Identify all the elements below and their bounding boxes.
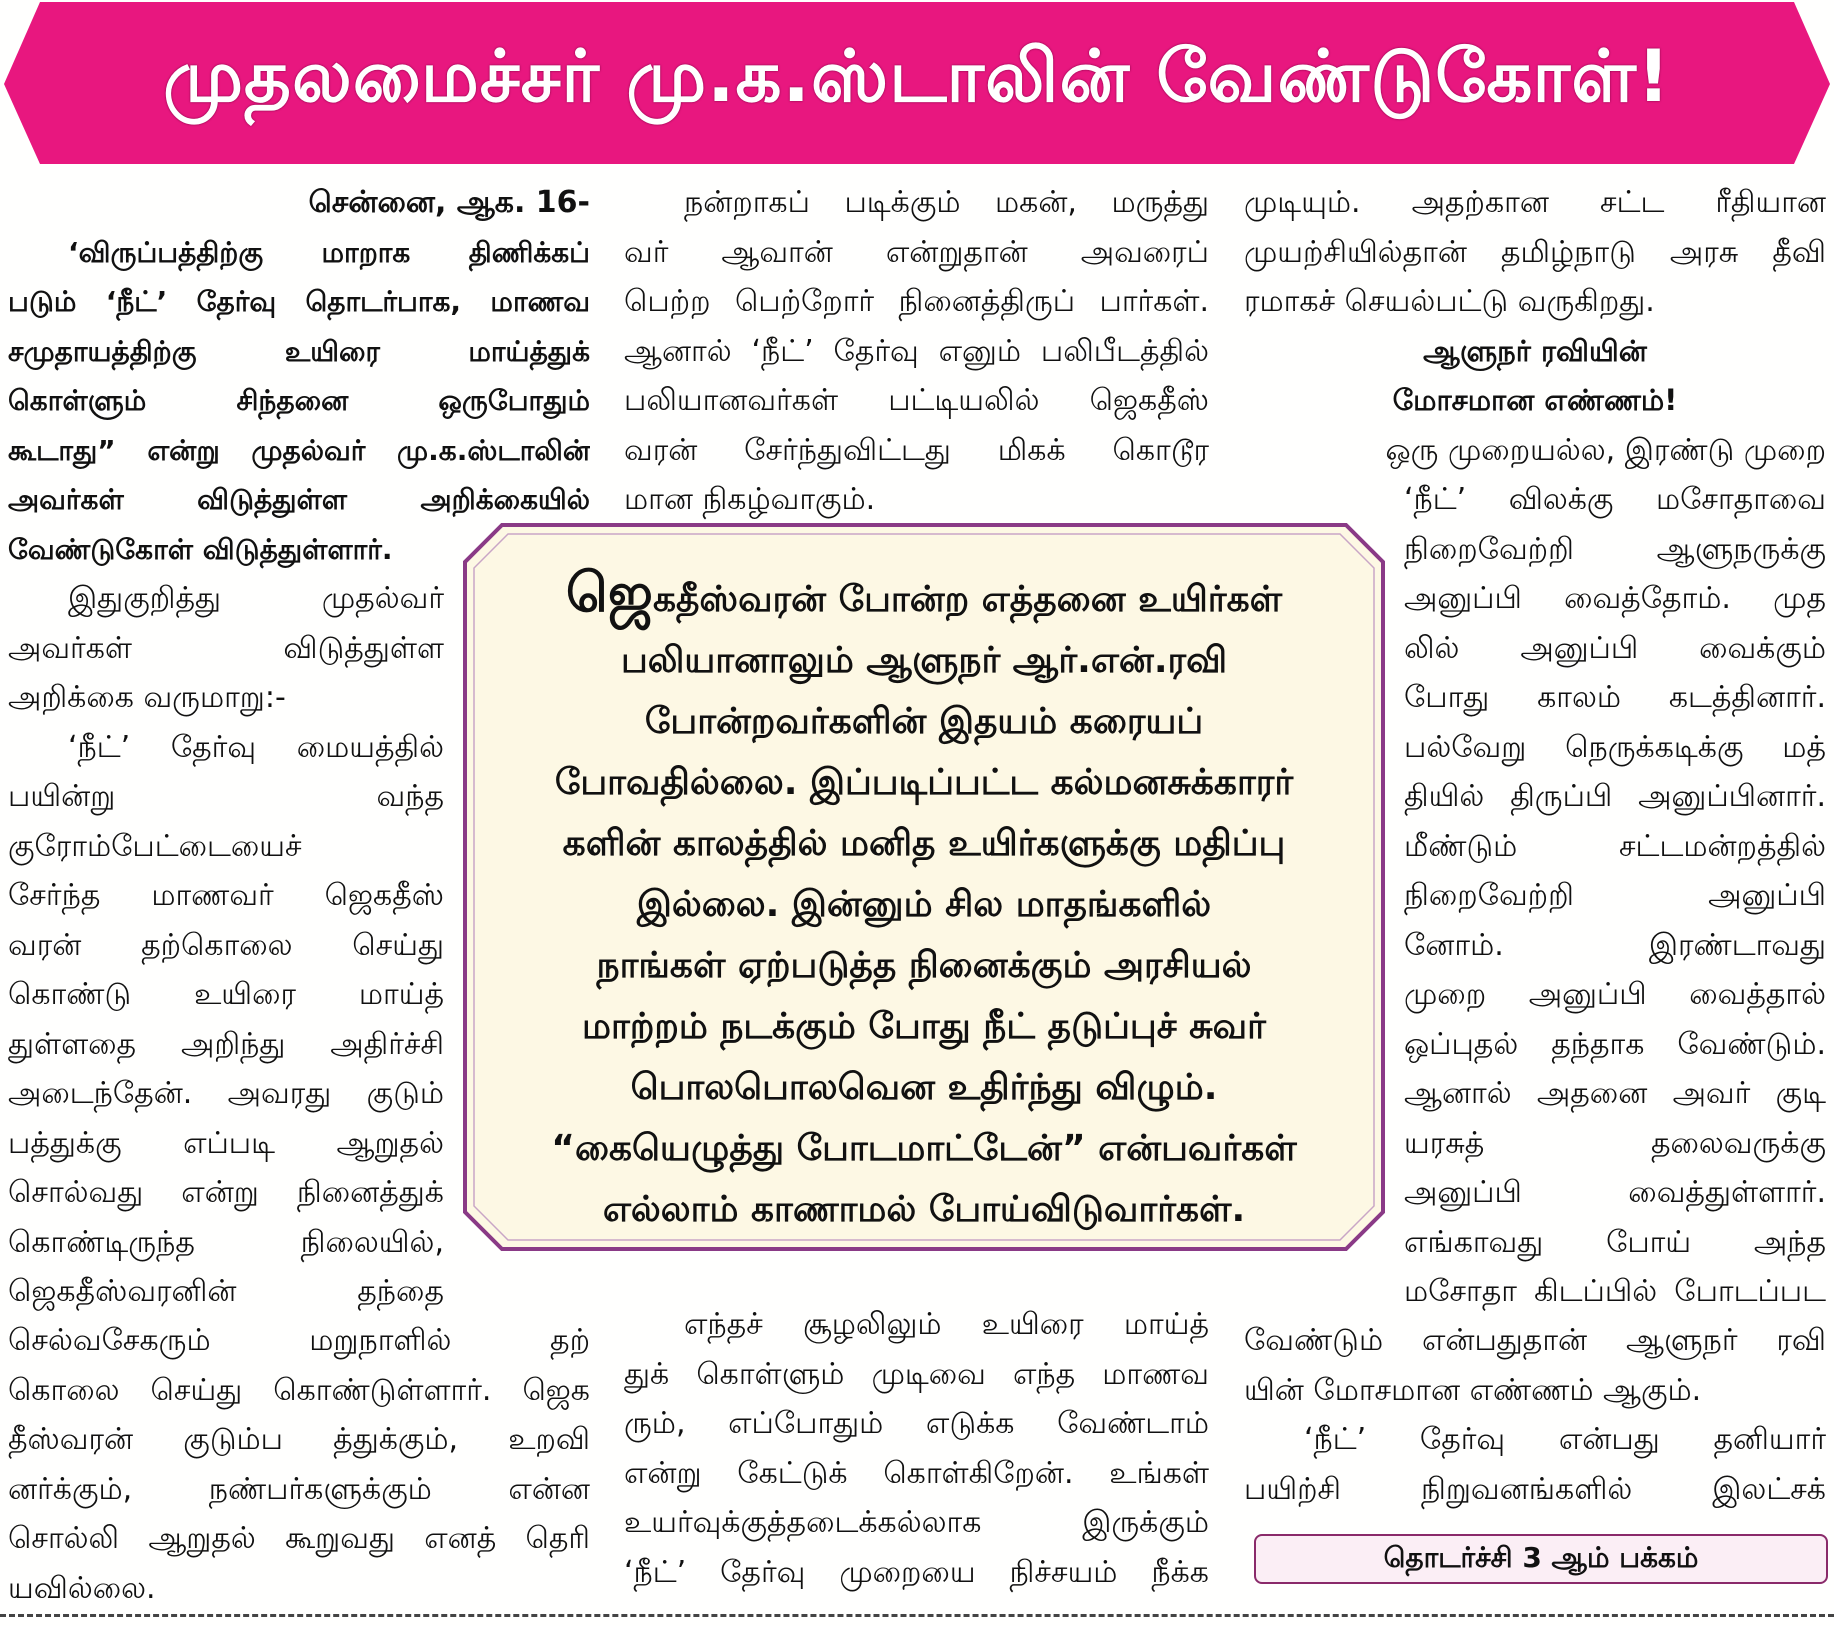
text-line: னர்க்கும், நண்பர்களுக்கும் என்ன (8, 1471, 590, 1507)
text-line: பயின்று வந்த (8, 779, 444, 814)
text-line: யவில்லை. (8, 1570, 156, 1606)
text-line: அனுப்பி வைத்தோம். முத (1404, 581, 1826, 616)
quote-line: போன்றவர்களின் இதயம் கரையப் (644, 701, 1204, 742)
text-line: மீண்டும் சட்டமன்றத்தில் (1404, 828, 1826, 864)
headline: முதலமைச்சர் மு.க.ஸ்டாலின் வேண்டுகோள்! (163, 34, 1671, 118)
text-line: னோம். இரண்டாவது (1404, 927, 1826, 963)
text-line: அனுப்பி வைத்துள்ளார். (1404, 1175, 1826, 1210)
lead-line: கொள்ளும் சிந்தனை ஒருபோதும் (8, 384, 590, 417)
quote-first-line: கதீஸ்வரன் போன்ற எத்தனை உயிர்கள் (652, 579, 1283, 620)
text-line: ‘நீட்’ தேர்வு மையத்தில் (68, 729, 444, 765)
column-2-bottom (624, 1300, 1209, 1597)
text-line: முறை அனுப்பி வைத்தால் (1404, 977, 1826, 1012)
text-line: பயிற்சி நிறுவனங்களில் இலட்சக் (1244, 1471, 1826, 1507)
text-line: ஆனால் அதனை அவர் குடி (1404, 1076, 1826, 1111)
column-3-narrow (1404, 475, 1826, 1317)
headline-banner (0, 0, 1834, 168)
text-line: மசோதா கிடப்பில் போடப்பட (1404, 1274, 1826, 1309)
lead-line: படும் ‘நீட்’ தேர்வு தொடர்பாக, மாணவ (8, 285, 590, 318)
quote-line: பொலபொலவென உதிர்ந்து விழும். (630, 1067, 1218, 1108)
text-line: வேண்டும் என்பதுதான் ஆளுநர் ரவி (1244, 1323, 1826, 1358)
text-line: ஜெகதீஸ்வரனின் தந்தை (8, 1274, 444, 1309)
text-line: பெற்ற பெற்றோர் நினைத்திருப் பார்கள். (624, 284, 1209, 319)
text-line: பல்வேறு நெருக்கடிக்கு மத் (1404, 729, 1826, 765)
subheading: மோசமான எண்ணம்! (1392, 383, 1678, 417)
text-line: அவர்கள் விடுத்துள்ள (8, 630, 444, 666)
quote-line: இல்லை. இன்னும் சில மாதங்களில் (636, 884, 1212, 925)
drop-cap: ஜெ (565, 561, 653, 624)
column-1-narrow (8, 574, 444, 1317)
lead-line: வேண்டுகோள் விடுத்துள்ளார். (8, 532, 393, 566)
text-line: ஒரு முறையல்ல, இரண்டு முறை (1385, 432, 1826, 468)
column-3-top (1244, 178, 1826, 475)
text-line: துள்ளதை அறிந்து அதிர்ச்சி (8, 1026, 444, 1062)
text-line: துக் கொள்ளும் முடிவை எந்த மாணவ (624, 1356, 1209, 1392)
text-line: போது காலம் கடத்தினார். (1404, 680, 1826, 715)
column-2-top (624, 178, 1209, 525)
quote-line: நாங்கள் ஏற்படுத்த நினைக்கும் அரசியல் (596, 945, 1252, 986)
column-1 (8, 178, 590, 574)
text-line: ஒப்புதல் தந்தாக வேண்டும். (1404, 1026, 1826, 1062)
quote-line: மாற்றம் நடக்கும் போது நீட் தடுப்புச் சுவர் (582, 1006, 1266, 1047)
text-line: சொல்வது என்று நினைத்துக் (8, 1175, 444, 1210)
text-line: நிறைவேற்றி ஆளுநருக்கு (1404, 531, 1826, 567)
quote-box (462, 522, 1386, 1252)
text-line: அடைந்தேன். அவரது குடும் (8, 1076, 444, 1111)
text-line: இதுகுறித்து முதல்வர் (68, 581, 444, 616)
text-line: குரோம்பேட்டையைச் (8, 828, 302, 864)
bottom-divider (0, 1614, 1834, 1617)
text-line: பத்துக்கு எப்படி ஆறுதல் (8, 1125, 444, 1161)
quote-line: போவதில்லை. இப்படிப்பட்ட கல்மனசுக்காரர் (554, 762, 1294, 803)
column-1-wide (8, 1316, 590, 1613)
text-line: செல்வசேகரும் மறுநாளில் தற் (8, 1323, 590, 1358)
lead-line: சமுதாயத்திற்கு உயிரை மாய்த்துக் (8, 334, 590, 368)
text-line: ‘நீட்’ தேர்வு முறையை நிச்சயம் நீக்க (624, 1554, 1209, 1590)
text-line: முடியும். அதற்கான சட்ட ரீதியான (1244, 185, 1826, 220)
quote-line: “கையெழுத்து போடமாட்டேன்” என்பவர்கள் (551, 1128, 1297, 1169)
quote-line: எல்லாம் காணாமல் போய்விடுவார்கள். (602, 1189, 1246, 1230)
text-line: பலியானவர்கள் பட்டியலில் ஜெகதீஸ் (624, 383, 1209, 418)
text-line: ரமாகச் செயல்பட்டு வருகிறது. (1244, 284, 1655, 319)
quote-line: பலியானாலும் ஆளுநர் ஆர்.என்.ரவி (620, 640, 1228, 681)
text-line: கொண்டு உயிரை மாய்த் (8, 977, 444, 1012)
continuation-label: தொடர்ச்சி 3 ஆம் பக்கம் (1254, 1534, 1828, 1584)
lead-line: கூடாது” என்று முதல்வர் மு.க.ஸ்டாலின் (8, 433, 590, 467)
text-line: கொலை செய்து கொண்டுள்ளார். ஜெக (8, 1372, 590, 1408)
text-line: ‘நீட்’ தேர்வு என்பது தனியார் (1304, 1422, 1826, 1457)
text-line: மான நிகழ்வாகும். (624, 482, 876, 517)
subheading: ஆளுநர் ரவியின் (1423, 333, 1647, 368)
text-line: சேர்ந்த மாணவர் ஜெகதீஸ் (8, 878, 444, 913)
text-line: நன்றாகப் படிக்கும் மகன், மருத்து (684, 185, 1209, 220)
text-line: நிறைவேற்றி அனுப்பி (1404, 878, 1826, 913)
text-line: யரசுத் தலைவருக்கு (1404, 1125, 1826, 1161)
lead-line: அவர்கள் விடுத்துள்ள அறிக்கையில் (8, 483, 590, 516)
text-line: முயற்சியில்தான் தமிழ்நாடு அரசு தீவி (1244, 234, 1826, 270)
text-line: எங்காவது போய் அந்த (1404, 1224, 1826, 1260)
text-line: தியில் திருப்பி அனுப்பினார். (1404, 779, 1826, 814)
text-line: உயர்வுக்குத்தடைக்கல்லாக இருக்கும் (624, 1505, 1209, 1540)
quote-text (492, 561, 1356, 1240)
text-line: யின் மோசமான எண்ணம் ஆகும். (1244, 1372, 1702, 1408)
text-line: லில் அனுப்பி வைக்கும் (1404, 630, 1826, 666)
text-line: வரன் சேர்ந்துவிட்டது மிகக் கொடூர (624, 432, 1209, 468)
quote-line (492, 561, 1356, 630)
lead-line: ‘விருப்பத்திற்கு மாறாக திணிக்கப் (68, 235, 590, 269)
text-line: ரும், எப்போதும் எடுக்க வேண்டாம் (624, 1406, 1209, 1441)
column-3-wide (1244, 1316, 1826, 1514)
text-line: எந்தச் சூழலிலும் உயிரை மாய்த் (684, 1307, 1209, 1342)
text-line: கொண்டிருந்த நிலையில், (8, 1224, 444, 1260)
dateline: சென்னை, ஆக. 16- (308, 185, 590, 220)
text-line: தீஸ்வரன் குடும்ப த்துக்கும், உறவி (8, 1422, 590, 1457)
quote-line: களின் காலத்தில் மனித உயிர்களுக்கு மதிப்பு (562, 823, 1286, 864)
text-line: ஆனால் ‘நீட்’ தேர்வு எனும் பலிபீடத்தில் (624, 333, 1209, 369)
text-line: சொல்லி ஆறுதல் கூறுவது எனத் தெரி (8, 1521, 590, 1556)
text-line: என்று கேட்டுக் கொள்கிறேன். உங்கள் (624, 1455, 1209, 1491)
text-line: ‘நீட்’ விலக்கு மசோதாவை (1404, 482, 1826, 517)
text-line: வரன் தற்கொலை செய்து (8, 927, 444, 963)
text-line: அறிக்கை வருமாறு:- (8, 680, 286, 715)
text-line: வர் ஆவான் என்றுதான் அவரைப் (624, 234, 1209, 270)
